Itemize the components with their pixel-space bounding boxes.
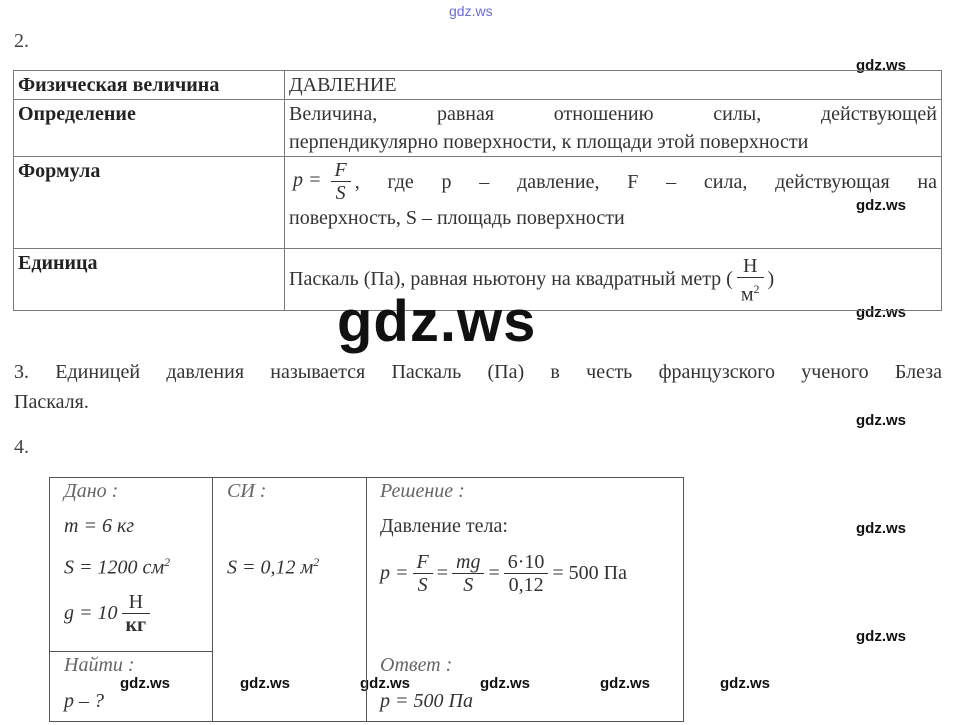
formula-line: поверхность, S – площадь поверхности bbox=[289, 207, 625, 229]
row-value: ДАВЛЕНИЕ bbox=[285, 71, 942, 100]
paragraph-line: Паскаля. bbox=[14, 391, 89, 413]
solution-formula: p = $\frac{F}{S}$ = $\frac{mg}{S}$ = $\frac{6\cdot 10}{0,12}$ = 500 Па bbox=[380, 551, 628, 596]
find-value: p – ? bbox=[64, 690, 104, 712]
given-mass: m = 6 кг bbox=[64, 515, 135, 537]
row-value: Паскаль (Па), равная ньютону на квадратный метр ( $\frac{Н}{м^2}$ ) bbox=[285, 249, 942, 311]
row-value bbox=[285, 157, 942, 249]
given-g: g = 10 $\frac{Н}{кг}$ bbox=[64, 591, 154, 636]
answer-header: Ответ : bbox=[380, 654, 453, 676]
row-value bbox=[285, 100, 942, 157]
formula-lhs: p = bbox=[293, 169, 322, 192]
given-area: S = 1200 $см^2$ bbox=[64, 555, 171, 579]
section3-text bbox=[14, 357, 942, 417]
paragraph-line: 3. Единицей давления называется Паскаль (Па) в честь французского ученого Блеза bbox=[14, 361, 942, 383]
definition-line: Величина, равная отношению силы, действующей bbox=[289, 103, 937, 125]
row-label: Формула bbox=[14, 157, 285, 249]
watermark: gdz.ws bbox=[856, 57, 907, 74]
problem-table bbox=[49, 477, 684, 722]
answer-value: p = 500 Па bbox=[380, 690, 473, 712]
watermark: gdz.ws bbox=[856, 520, 907, 537]
si-header: СИ : bbox=[227, 480, 267, 502]
si-area: S = 0,12 $м^2$ bbox=[227, 555, 320, 579]
watermark: gdz.ws bbox=[120, 675, 171, 692]
definition-table bbox=[13, 70, 942, 311]
watermark-large: gdz.ws bbox=[337, 289, 537, 354]
watermark: gdz.ws bbox=[720, 675, 771, 692]
row-label: Физическая величина bbox=[14, 71, 285, 100]
formula-fraction: $\frac{F}{S}$ bbox=[331, 159, 351, 204]
watermark: gdz.ws bbox=[240, 675, 291, 692]
find-header: Найти : bbox=[64, 654, 135, 676]
watermark: gdz.ws bbox=[360, 675, 411, 692]
definition-line: перпендикулярно поверхности, к площади этой поверхности bbox=[289, 131, 809, 153]
watermark: gdz.ws bbox=[600, 675, 651, 692]
unit-text: Паскаль (Па), равная ньютону на квадратный метр ( bbox=[289, 267, 733, 290]
watermark: gdz.ws bbox=[856, 304, 907, 321]
row-label: Единица bbox=[14, 249, 285, 311]
watermark: gdz.ws bbox=[856, 412, 907, 429]
solution-line: Давление тела: bbox=[380, 515, 508, 537]
solution-header: Решение : bbox=[380, 480, 465, 502]
row-label: Определение bbox=[14, 100, 285, 157]
section-number: 2. bbox=[14, 30, 29, 52]
watermark: gdz.ws bbox=[856, 628, 907, 645]
given-header: Дано : bbox=[64, 480, 119, 502]
formula-line: , где p – давление, F – сила, действующая на bbox=[354, 170, 937, 193]
watermark: gdz.ws bbox=[856, 197, 907, 214]
section-number: 4. bbox=[14, 436, 29, 458]
unit-fraction: $\frac{Н}{м^2}$ bbox=[737, 255, 764, 306]
watermark-top: gdz.ws bbox=[449, 3, 493, 19]
watermark: gdz.ws bbox=[480, 675, 531, 692]
